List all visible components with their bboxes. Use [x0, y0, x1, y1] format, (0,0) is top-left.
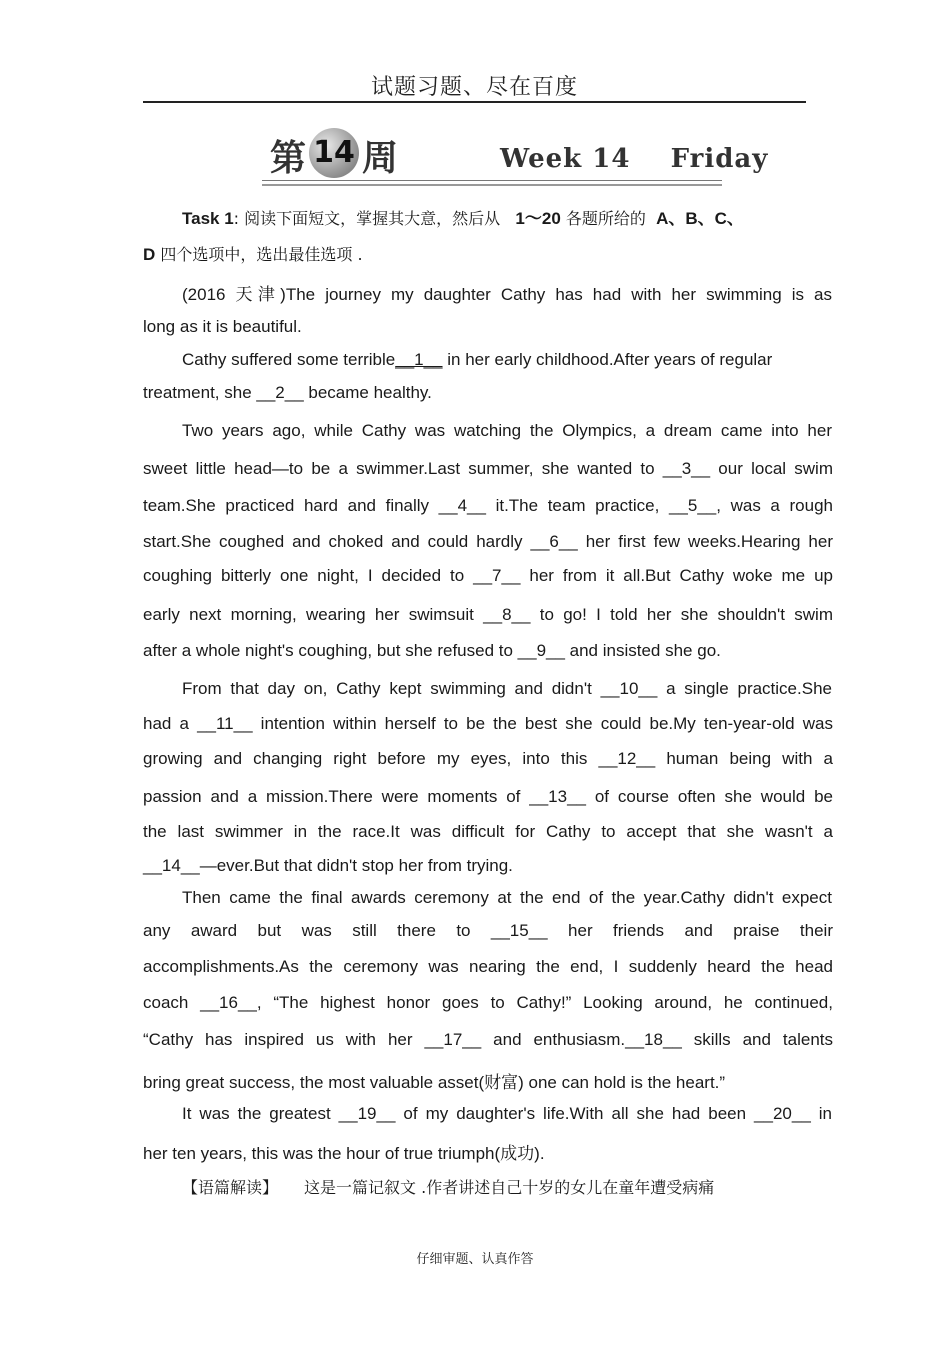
task-label: Task 1 [182, 209, 234, 228]
banner-di: 第 [270, 138, 307, 179]
analysis-label: 【语篇解读】 [182, 1178, 279, 1197]
page-header-title: 试题习题、尽在百度 [370, 75, 578, 100]
passage-line: the last swimmer in the race.It was difficult for Cathy to accept that she wasn't a [143, 822, 833, 841]
passage-line: Then came the final awards ceremony at the end of the year.Cathy didn't expect [182, 888, 832, 907]
passage-line: accomplishments.As the ceremony was nearing the end, I suddenly heard the head [143, 957, 833, 976]
banner-rule [262, 180, 722, 181]
passage-line: treatment, she __2__ became healthy. [143, 383, 432, 402]
banner-rule-2 [262, 184, 722, 186]
task-instruction-end: 四个选项中，选出最佳选项 . [155, 245, 363, 264]
task-options: A、B、C、 [656, 209, 744, 228]
passage-line: sweet little head—to be a swimmer.Last summer, she wanted to __3__ our local swim [143, 459, 833, 478]
passage-line: “Cathy has inspired us with her __17__ and enthusiasm.__18__ skills and talents [143, 1030, 833, 1049]
page-footer: 仔细审题、认真作答 [416, 1252, 534, 1267]
passage-line: bring great success, the most valuable asset(财富) one can hold is the heart.” [143, 1073, 726, 1092]
passage-line: long as it is beautiful. [143, 317, 302, 336]
week-day-label: Week 14 Friday [500, 144, 769, 174]
passage-line: after a whole night's coughing, but she refused to __9__ and insisted she go. [143, 641, 721, 660]
passage-line: __14__—ever.But that didn't stop her from trying. [143, 856, 513, 875]
task-instruction-text: : 阅读下面短文，掌握其大意，然后从 [233, 209, 516, 228]
banner-zhou: 周 [362, 138, 399, 179]
passage-line: had a __11__ intention within herself to be the best she could be.My ten-year-old was [143, 714, 833, 733]
passage-line: team.She practiced hard and finally __4__ it.The team practice, __5__, was a rough [143, 496, 833, 515]
passage-line: early next morning, wearing her swimsuit __8__ to go! I told her she shouldn't swim [143, 605, 833, 624]
passage-line: start.She coughed and choked and could hardly __6__ her first few weeks.Hearing her [143, 532, 833, 551]
passage-text: in her early childhood.After years of regular [442, 350, 773, 369]
passage-line: coach __16__, “The highest honor goes to Cathy!” Looking around, he continued, [143, 993, 833, 1012]
analysis-text: 这是一篇记叙文 .作者讲述自己十岁的女儿在童年遭受病痛 [304, 1178, 715, 1197]
blank-1: __1__ [395, 350, 443, 369]
header-rule [143, 101, 806, 103]
passage-text: Cathy suffered some terrible [182, 350, 396, 369]
week-banner [262, 122, 769, 184]
task-instruction-line-2 [143, 242, 833, 265]
task-range: 1～20 [515, 209, 561, 228]
passage-line: any award but was still there to __15__ her friends and praise their [143, 921, 833, 940]
passage-line: growing and changing right before my eyes, into this __12__ human being with a [143, 749, 833, 768]
passage-line: It was the greatest __19__ of my daughter's life.With all she had been __20__ in [182, 1104, 832, 1123]
analysis-line [182, 1175, 832, 1198]
passage-line [182, 350, 832, 370]
passage-line: (2016 天津)The journey my daughter Cathy has had with her swimming is as [182, 285, 832, 304]
task-instruction-line-1 [182, 204, 832, 229]
passage-line: coughing bitterly one night, I decided to __7__ her from it all.But Cathy woke me up [143, 566, 833, 585]
passage-line: passion and a mission.There were moments of __13__ of course often she would be [143, 787, 833, 806]
task-option-d: D [143, 245, 156, 264]
passage-line: From that day on, Cathy kept swimming and didn't __10__ a single practice.She [182, 679, 832, 698]
week-number-badge: 14 [309, 128, 359, 178]
passage-line: Two years ago, while Cathy was watching the Olympics, a dream came into her [182, 421, 832, 440]
passage-line: her ten years, this was the hour of true triumph(成功). [143, 1144, 545, 1163]
task-instruction-mid: 各题所给的 [560, 209, 657, 228]
